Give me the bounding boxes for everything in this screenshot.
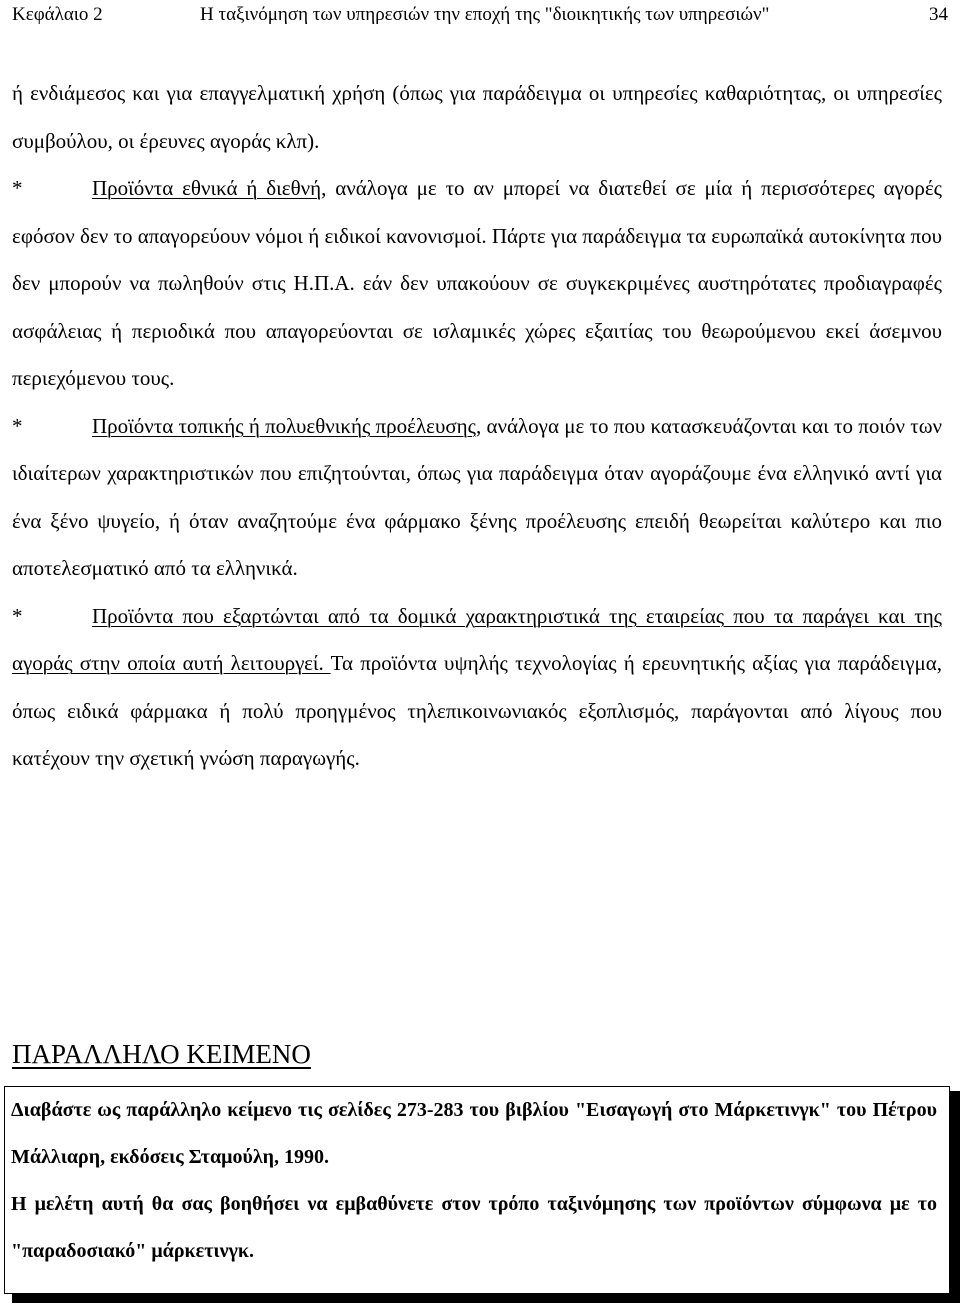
- parallel-text-box: [4, 1086, 950, 1294]
- bullet-text: , ανάλογα με το που κατασκευάζονται και το ποιόν των ιδιαίτερων χαρακτηριστικών που επιζητούνται, όπως για παράδειγμα όταν αγοράζουμε ένα ελληνικό αντί για ένα ξένο ψυγείο, ή όταν αναζητούμε ένα φάρμακο ξένης προέλευσης επειδή θεωρείται καλύτερο και πιο αποτελεσματικό από τα ελληνικά.: [12, 413, 943, 580]
- bullet-heading: Προϊόντα τοπικής ή πολυεθνικής προέλευσης: [92, 413, 476, 438]
- bullet-heading: Προϊόντα που εξαρτώνται από τα δομικά χαρακτηριστικά της εταιρείας που τα παράγει και της αγοράς στην οποία αυτή λειτουργεί.: [12, 603, 942, 675]
- box-study-note: Η μελέτη αυτή θα σας βοηθήσει να εμβαθύνετε στον τρόπο ταξινόμησης των προϊόντων σύμφωνα με το "παραδοσιακό" μάρκετινγκ.: [11, 1193, 937, 1262]
- bullet-local-multinational: [12, 403, 942, 593]
- intro-paragraph: ή ενδιάμεσος και για επαγγελματική χρήση (όπως για παράδειγμα οι υπηρεσίες καθαριότητας, οι υπηρεσίες συμβούλου, οι έρευνες αγοράς κλπ).: [12, 81, 942, 153]
- bullet-star: *: [12, 413, 23, 438]
- chapter-label: Κεφάλαιο 2: [12, 4, 103, 25]
- running-title: Η ταξινόμηση των υπηρεσιών την εποχή της "διοικητικής των υπηρεσιών": [200, 4, 770, 25]
- page-header: [12, 0, 948, 30]
- bullet-structural: [12, 593, 942, 783]
- bullet-national-international: [12, 165, 942, 403]
- bullet-heading: Προϊόντα εθνικά ή διεθνή: [92, 176, 322, 200]
- page-number: 34: [929, 4, 948, 25]
- bullet-star: *: [12, 176, 23, 200]
- bullet-text: , ανάλογα με το αν μπορεί να διατεθεί σε μία ή περισσότερες αγορές εφόσον δεν το απαγορεύουν νόμοι ή ειδικοί κανονισμοί. Πάρτε για παράδειγμα τα ευρωπαϊκά αυτοκίνητα που δεν μπορούν να πωληθούν στις Η.Π.Α. εάν δεν υπακούουν σε συγκεκριμένες αυστηρότατες προδιαγραφές ασφάλειας ή περιοδικά που απαγορεύονται σε ισλαμικές χώρες εξαιτίας του θεωρούμενου εκεί άσεμνου περιεχόμενου τους.: [12, 176, 942, 390]
- bullet-star: *: [12, 603, 23, 628]
- parallel-text-heading: ΠΑΡΑΛΛΗΛΟ ΚΕΙΜΕΝΟ: [12, 1039, 311, 1069]
- bullet-text: Τα προϊόντα υψηλής τεχνολογίας ή ερευνητικής αξίας για παράδειγμα, όπως ειδικά φάρμακα ή πολύ προηγμένος τηλεπικοινωνιακός εξοπλισμός, παράγονται από λίγους που κατέχουν την σχετική γνώση παραγωγής.: [12, 651, 943, 770]
- main-text: [12, 70, 942, 783]
- box-reading-instruction: Διαβάστε ως παράλληλο κείμενο τις σελίδες 273-283 του βιβλίου "Εισαγωγή στο Μάρκετινγκ" του Πέτρου Μάλλιαρη, εκδόσεις Σταμούλη, 1990.: [11, 1099, 937, 1168]
